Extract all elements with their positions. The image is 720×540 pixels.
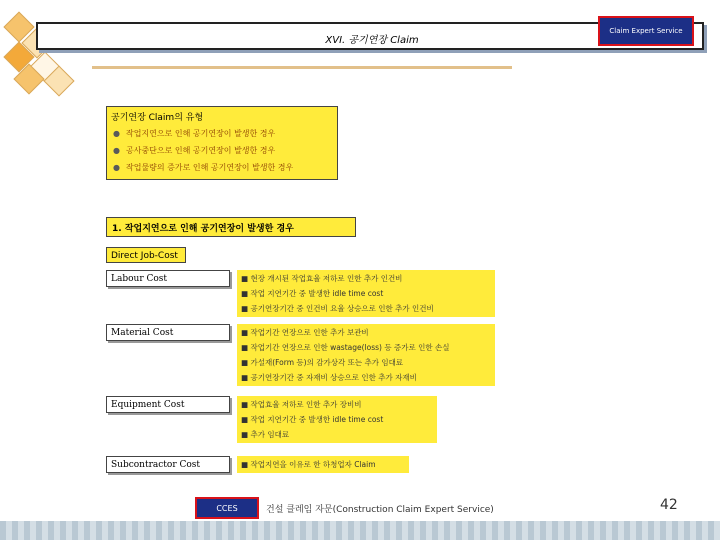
detail-line: ■ 작업효율 저하로 인한 추가 장비비 [241,400,362,409]
labour-cost-label: Labour Cost [106,270,230,287]
claim-types-box [106,106,338,180]
cces-logo: CCES [195,497,259,519]
bottom-decor-strip [0,521,720,540]
detail-line: ■ 추가 임대료 [241,430,290,439]
claim-type-item: ● 공사중단으로 인해 공기연장이 발생한 경우 [113,146,276,155]
detail-line: ■ 공기연장기간 중 인건비 요율 상승으로 인한 추가 인건비 [241,304,434,313]
detail-line: ■ 작업 지연기간 중 발생한 idle time cost [241,415,384,424]
detail-line: ■ 작업 지연기간 중 발생한 idle time cost [241,289,384,298]
claim-type-item: ● 작업물량의 증가로 인해 공기연장이 발생한 경우 [113,163,294,172]
claim-expert-badge: Claim Expert Service [598,16,694,46]
equipment-cost-label: Equipment Cost [106,396,230,413]
subcontractor-cost-label: Subcontractor Cost [106,456,230,473]
detail-line: ■ 가설재(Form 등)의 감가상각 또는 추가 임대료 [241,358,404,367]
labour-cost-details [237,270,495,317]
footer-text: 건설 클레임 자문(Construction Claim Expert Service) [266,505,494,515]
detail-line: ■ 작업지연을 이유로 한 하청업자 Claim [241,460,376,469]
material-cost-label: Material Cost [106,324,230,341]
detail-line: ■ 공기연장기간 중 자재비 상승으로 인한 추가 자재비 [241,373,417,382]
subcontractor-cost-details [237,456,409,473]
direct-job-cost-tag: Direct Job-Cost [106,247,186,263]
claim-types-title: 공기연장 Claim의 유형 [111,113,204,123]
detail-line: ■ 현장 개시된 작업효율 저하로 인한 추가 인건비 [241,274,403,283]
section-heading: 1. 작업지연으로 인해 공기연장이 발생한 경우 [106,217,356,237]
detail-line: ■ 작업기간 연장으로 인한 추가 보관비 [241,328,369,337]
material-cost-details [237,324,495,386]
page-number: 42 [660,497,678,513]
equipment-cost-details [237,396,437,443]
detail-line: ■ 작업기간 연장으로 인한 wastage(loss) 등 증가로 인한 손실 [241,343,450,352]
claim-type-item: ● 작업지연으로 인해 공기연장이 발생한 경우 [113,129,276,138]
header-divider [92,66,512,69]
page-title: XVI. 공기연장 Claim [325,35,419,46]
